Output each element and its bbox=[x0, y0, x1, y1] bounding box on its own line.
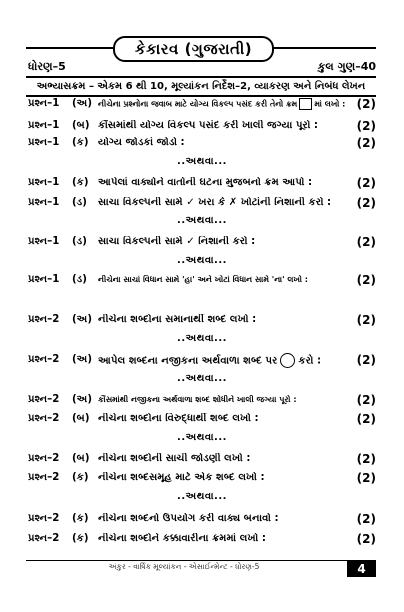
question-sub: (ક) bbox=[72, 137, 89, 148]
question-marks: (2) bbox=[356, 452, 376, 466]
question-number: પ્રશ્ન–2 bbox=[28, 394, 60, 405]
question-text bbox=[98, 98, 350, 110]
question-number: પ્રશ્ન–2 bbox=[28, 314, 60, 325]
question-text bbox=[98, 353, 350, 368]
question-row bbox=[28, 135, 376, 151]
question-marks: (2) bbox=[356, 393, 376, 407]
footer-text: અંકુર - વાર્ષિક મૂલ્યાંકન - એસાઈન્મેન્ટ - ધોરણ-5 bbox=[108, 562, 260, 571]
question-text: સાચા વિકલ્પની સામે ✓ ખરા કે ✗ ખોટાંની નિશાની કરો : bbox=[98, 197, 332, 208]
or-separator: ..અથવા... bbox=[177, 215, 227, 226]
question-row bbox=[28, 411, 376, 427]
question-number: પ્રશ્ન–2 bbox=[28, 472, 60, 483]
or-separator: ..અથવા... bbox=[177, 491, 227, 502]
question-number: પ્રશ્ન–1 bbox=[28, 177, 60, 188]
question-text: નીચેના શબ્દસમૂહ માટે એક શબ્દ લખો : bbox=[98, 472, 265, 483]
question-row bbox=[28, 312, 376, 328]
question-number: પ્રશ્ન–1 bbox=[28, 274, 60, 285]
question-text: યોગ્ય જોડકાં જોડો : bbox=[98, 137, 185, 148]
standard-label: ધોરણ–5 bbox=[28, 60, 66, 73]
question-row bbox=[28, 470, 376, 486]
question-row bbox=[28, 451, 376, 467]
question-sub: (ક) bbox=[72, 177, 89, 188]
question-row bbox=[28, 392, 376, 408]
title-rule-right bbox=[272, 47, 376, 49]
circle-icon bbox=[280, 353, 295, 368]
question-number: પ્રશ્ન–2 bbox=[28, 533, 60, 544]
question-number: પ્રશ્ન–2 bbox=[28, 413, 60, 424]
or-separator: ..અથવા... bbox=[177, 333, 227, 344]
question-marks: (2) bbox=[356, 353, 376, 367]
or-separator: ..અથવા... bbox=[177, 255, 227, 266]
question-sub: (અ) bbox=[72, 354, 93, 365]
question-text: નીચેના શબ્દોના વિરુદ્ધાર્થી શબ્દ લખો : bbox=[98, 413, 259, 424]
question-number: પ્રશ્ન–1 bbox=[28, 98, 60, 109]
answer-box-icon bbox=[299, 98, 312, 110]
question-text-part: નીચેના પ્રશ્નોના જવાબ માટે યોગ્ય વિકલ્પ પસંદ કરી તેનો ક્રમ bbox=[98, 99, 298, 109]
page-title: કેકારવ (ગુજરાતી) bbox=[113, 36, 274, 62]
question-row bbox=[28, 272, 376, 288]
question-row bbox=[28, 175, 376, 191]
or-separator: ..અથવા... bbox=[177, 432, 227, 443]
question-sub: (બ) bbox=[72, 413, 90, 424]
syllabus-banner: અભ્યાસક્રમ – એકમ 6 થી 10, મૂલ્યાંકન નિર્દેશ–2, વ્યાકરણ અને નિબંધ લેખન bbox=[26, 76, 376, 97]
total-marks-label: કુલ ગુણ–40 bbox=[317, 60, 376, 73]
question-number: પ્રશ્ન–1 bbox=[28, 120, 60, 131]
question-text-part: કરો : bbox=[298, 355, 322, 366]
question-marks: (2) bbox=[356, 273, 376, 287]
question-text: કૌંસમાંથી યોગ્ય વિકલ્પ પસંદ કરી ખાલી જગ્યા પૂરો : bbox=[98, 120, 318, 131]
header-row bbox=[28, 60, 376, 76]
question-marks: (2) bbox=[356, 119, 376, 133]
question-number: પ્રશ્ન–2 bbox=[28, 513, 60, 524]
footer-rule bbox=[26, 560, 376, 561]
question-sub: (બ) bbox=[72, 120, 90, 131]
question-row bbox=[28, 352, 376, 368]
question-marks: (2) bbox=[356, 136, 376, 150]
question-sub: (અ) bbox=[72, 314, 93, 325]
question-marks: (2) bbox=[356, 235, 376, 249]
question-text: નીચેના શબ્દોને કક્કાવારીના ક્રમમાં લખો : bbox=[98, 533, 266, 544]
question-sub: (ક) bbox=[72, 513, 89, 524]
page-number: 4 bbox=[347, 561, 376, 577]
question-sub: (ડ) bbox=[72, 274, 87, 285]
question-row bbox=[28, 234, 376, 250]
question-marks: (2) bbox=[356, 97, 376, 111]
question-text-part: માં લખો : bbox=[314, 99, 346, 109]
question-number: પ્રશ્ન–1 bbox=[28, 137, 60, 148]
question-sub: (અ) bbox=[72, 394, 93, 405]
question-text: નીચેના શબ્દોની સાચી જોડણી લખો : bbox=[98, 453, 251, 464]
question-row bbox=[28, 531, 376, 547]
title-rule-left bbox=[26, 47, 113, 49]
question-text: સાચા વિકલ્પની સામે ✓ નિશાની કરો : bbox=[98, 236, 256, 247]
question-sub: (ક) bbox=[72, 472, 89, 483]
question-number: પ્રશ્ન–1 bbox=[28, 236, 60, 247]
or-separator: ..અથવા... bbox=[177, 373, 227, 384]
question-row bbox=[28, 195, 376, 211]
question-text: નીચેના સાચાં વિધાન સામે 'હા' અને ખોટાં વિધાન સામે 'ના' લખો : bbox=[98, 275, 308, 284]
question-sub: (ડ) bbox=[72, 197, 87, 208]
question-marks: (2) bbox=[356, 176, 376, 190]
question-marks: (2) bbox=[356, 532, 376, 546]
question-marks: (2) bbox=[356, 196, 376, 210]
question-sub: (ક) bbox=[72, 533, 89, 544]
question-row bbox=[28, 96, 376, 112]
question-marks: (2) bbox=[356, 512, 376, 526]
question-row bbox=[28, 118, 376, 134]
question-marks: (2) bbox=[356, 471, 376, 485]
question-sub: (બ) bbox=[72, 453, 90, 464]
question-row bbox=[28, 511, 376, 527]
question-sub: (ડ) bbox=[72, 236, 87, 247]
question-text: આપેલાં વાક્યોને વાર્તાની ઘટના મુજબનો ક્રમ આપો : bbox=[98, 177, 313, 188]
question-number: પ્રશ્ન–2 bbox=[28, 354, 60, 365]
question-text-part: આપેલ શબ્દના નજીકના અર્થવાળા શબ્દ પર bbox=[98, 355, 278, 366]
question-number: પ્રશ્ન–1 bbox=[28, 197, 60, 208]
question-text: નીચેના શબ્દનો ઉપયોગ કરી વાક્ય બનાવો : bbox=[98, 513, 279, 524]
question-number: પ્રશ્ન–2 bbox=[28, 453, 60, 464]
or-separator: ..અથવા... bbox=[177, 156, 227, 167]
question-text: નીચેના શબ્દોના સમાનાર્થી શબ્દ લખો : bbox=[98, 314, 257, 325]
question-marks: (2) bbox=[356, 313, 376, 327]
question-marks: (2) bbox=[356, 412, 376, 426]
question-text: કૌંસમાંથી નજીકના અર્થવાળા શબ્દ શોધીને ખાલી જગ્યા પૂરો : bbox=[98, 395, 297, 404]
question-sub: (અ) bbox=[72, 98, 93, 109]
